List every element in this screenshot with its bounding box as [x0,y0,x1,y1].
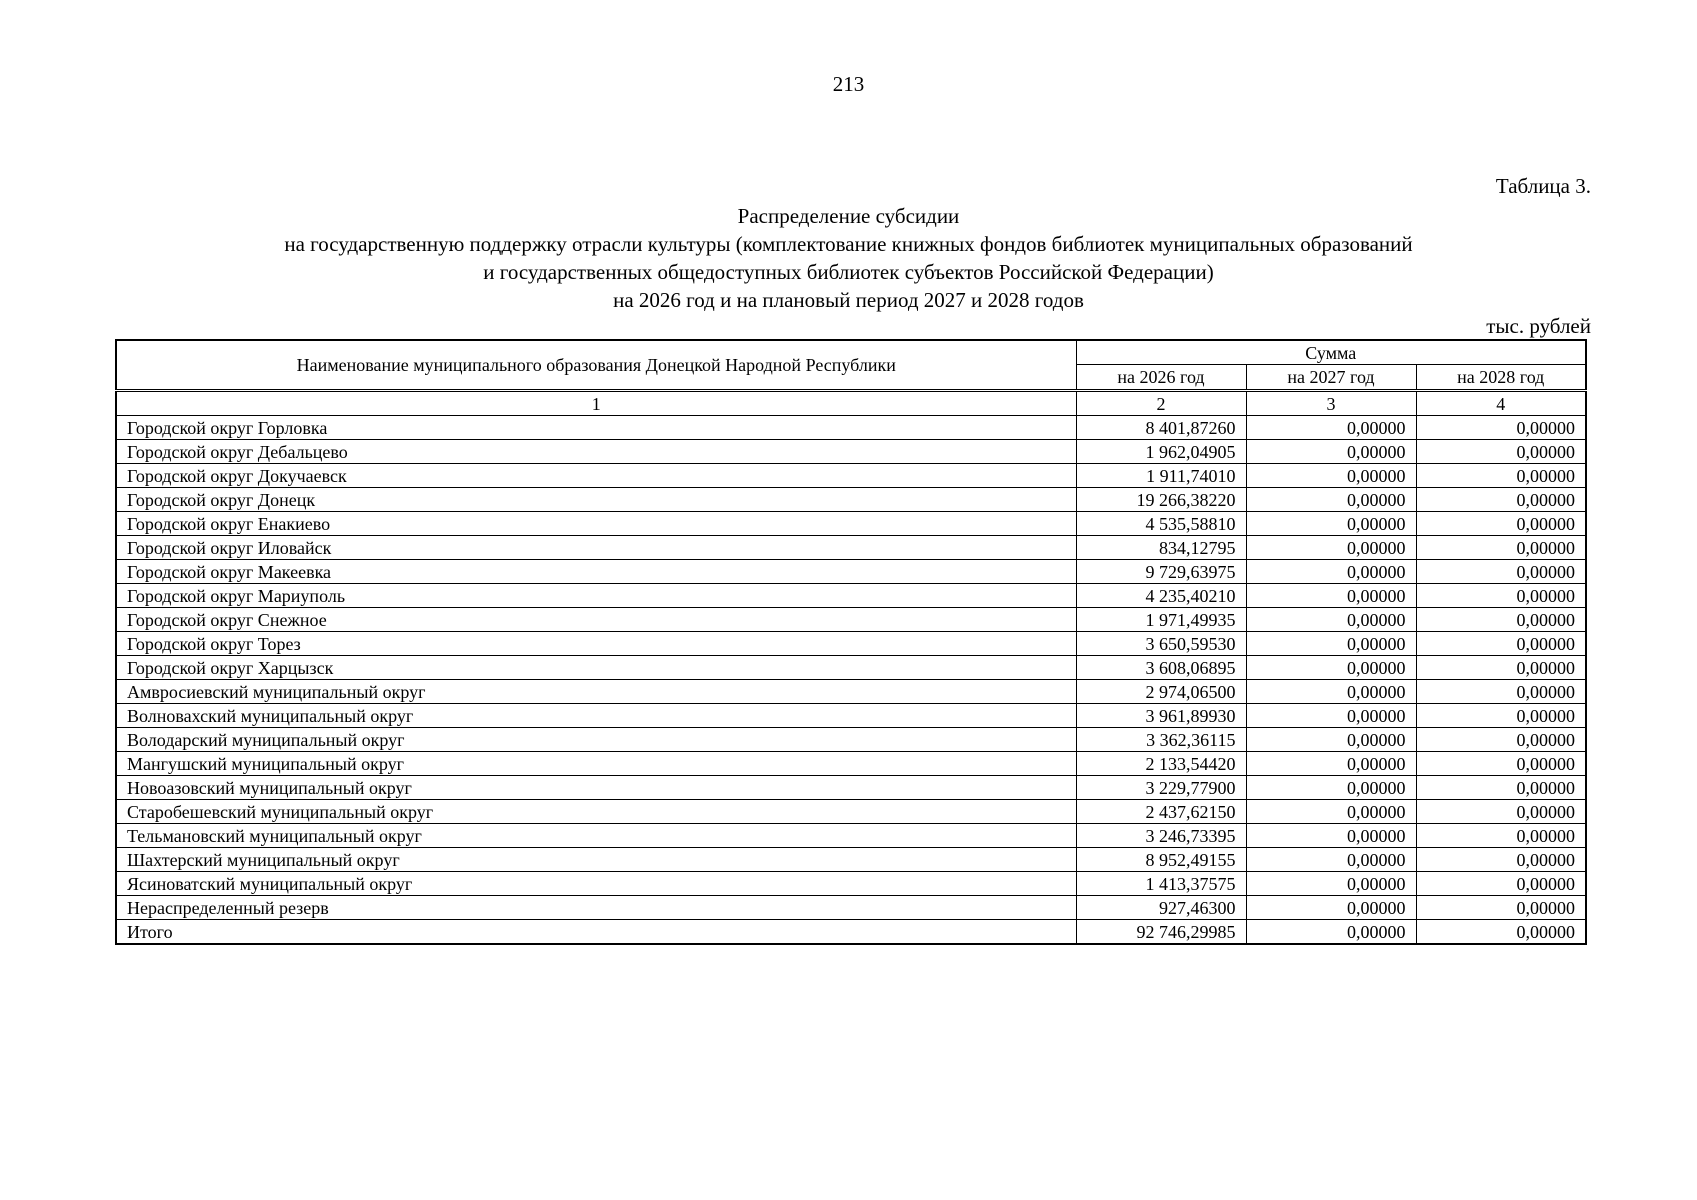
table-label: Таблица 3. [1495,174,1591,198]
index-cell: 1 [116,391,1076,416]
amount-2028-cell: 0,00000 [1416,416,1586,440]
index-row [116,391,1586,416]
amount-2028-cell: 0,00000 [1416,464,1586,488]
amount-2026-cell: 9 729,63975 [1076,560,1246,584]
amount-2027-cell: 0,00000 [1246,728,1416,752]
page-number: 213 [832,72,865,96]
amount-2026-cell: 1 413,37575 [1076,872,1246,896]
amount-2026-cell: 2 974,06500 [1076,680,1246,704]
amount-2026-cell: 834,12795 [1076,536,1246,560]
municipality-name-cell: Старобешевский муниципальный округ [116,800,1076,824]
amount-2028-cell: 0,00000 [1416,512,1586,536]
amount-2028-cell: 0,00000 [1416,824,1586,848]
amount-2026-cell: 19 266,38220 [1076,488,1246,512]
title-line: Распределение субсидии [737,204,960,228]
amount-2026-cell: 4 235,40210 [1076,584,1246,608]
amount-2028-cell: 0,00000 [1416,848,1586,872]
amount-2028-cell: 0,00000 [1416,920,1586,945]
header-sum-group: Сумма [1076,340,1586,365]
table-row [116,728,1586,752]
amount-2028-cell: 0,00000 [1416,656,1586,680]
amount-2026-cell: 4 535,58810 [1076,512,1246,536]
municipality-name-cell: Волновахский муниципальный округ [116,704,1076,728]
municipality-name-cell: Городской округ Мариуполь [116,584,1076,608]
header-year-2028: на 2028 год [1416,365,1586,391]
table-row [116,608,1586,632]
amount-2028-cell: 0,00000 [1416,872,1586,896]
amount-2027-cell: 0,00000 [1246,800,1416,824]
municipality-name-cell: Городской округ Снежное [116,608,1076,632]
municipality-name-cell: Амвросиевский муниципальный округ [116,680,1076,704]
amount-2026-cell: 8 401,87260 [1076,416,1246,440]
table-row [116,584,1586,608]
table-row [116,560,1586,584]
amount-2026-cell: 3 608,06895 [1076,656,1246,680]
units-label: тыс. рублей [1486,314,1591,338]
amount-2027-cell: 0,00000 [1246,632,1416,656]
subsidy-table [115,339,1587,945]
amount-2027-cell: 0,00000 [1246,848,1416,872]
amount-2026-cell: 1 962,04905 [1076,440,1246,464]
amount-2027-cell: 0,00000 [1246,464,1416,488]
amount-2028-cell: 0,00000 [1416,728,1586,752]
amount-2027-cell: 0,00000 [1246,656,1416,680]
amount-2027-cell: 0,00000 [1246,752,1416,776]
municipality-name-cell: Володарский муниципальный округ [116,728,1076,752]
amount-2028-cell: 0,00000 [1416,584,1586,608]
amount-2028-cell: 0,00000 [1416,800,1586,824]
amount-2027-cell: 0,00000 [1246,920,1416,945]
amount-2026-cell: 3 229,77900 [1076,776,1246,800]
table-row [116,704,1586,728]
amount-2027-cell: 0,00000 [1246,512,1416,536]
amount-2028-cell: 0,00000 [1416,560,1586,584]
amount-2026-cell: 3 362,36115 [1076,728,1246,752]
title-line: на государственную поддержку отрасли культуры (комплектование книжных фондов библиотек муниципальных образований [284,232,1413,256]
header-year-2026: на 2026 год [1076,365,1246,391]
table-title [0,202,1697,314]
table-row [116,464,1586,488]
amount-2027-cell: 0,00000 [1246,608,1416,632]
table-row [116,896,1586,920]
table-row [116,656,1586,680]
municipality-name-cell: Городской округ Горловка [116,416,1076,440]
index-cell: 2 [1076,391,1246,416]
table-row [116,872,1586,896]
table-row [116,800,1586,824]
municipality-name-cell: Ясиноватский муниципальный округ [116,872,1076,896]
header-year-2027: на 2027 год [1246,365,1416,391]
amount-2026-cell: 1 971,49935 [1076,608,1246,632]
title-line: на 2026 год и на плановый период 2027 и 2028 годов [613,288,1084,312]
table-row [116,824,1586,848]
municipality-name-cell: Нераспределенный резерв [116,896,1076,920]
amount-2026-cell: 3 961,89930 [1076,704,1246,728]
amount-2028-cell: 0,00000 [1416,632,1586,656]
amount-2026-cell: 8 952,49155 [1076,848,1246,872]
amount-2028-cell: 0,00000 [1416,680,1586,704]
amount-2027-cell: 0,00000 [1246,536,1416,560]
amount-2027-cell: 0,00000 [1246,680,1416,704]
table-row [116,632,1586,656]
amount-2027-cell: 0,00000 [1246,416,1416,440]
municipality-name-cell: Городской округ Дебальцево [116,440,1076,464]
title-line: и государственных общедоступных библиотек субъектов Российской Федерации) [483,260,1214,284]
amount-2028-cell: 0,00000 [1416,536,1586,560]
index-cell: 3 [1246,391,1416,416]
amount-2026-cell: 1 911,74010 [1076,464,1246,488]
table-row [116,536,1586,560]
municipality-name-cell: Городской округ Енакиево [116,512,1076,536]
amount-2027-cell: 0,00000 [1246,704,1416,728]
amount-2027-cell: 0,00000 [1246,896,1416,920]
amount-2027-cell: 0,00000 [1246,560,1416,584]
municipality-name-cell: Итого [116,920,1076,945]
header-name-column: Наименование муниципального образования Донецкой Народной Республики [116,340,1076,391]
amount-2028-cell: 0,00000 [1416,896,1586,920]
amount-2027-cell: 0,00000 [1246,776,1416,800]
amount-2027-cell: 0,00000 [1246,824,1416,848]
table-row [116,752,1586,776]
amount-2026-cell: 92 746,29985 [1076,920,1246,945]
amount-2028-cell: 0,00000 [1416,608,1586,632]
municipality-name-cell: Тельмановский муниципальный округ [116,824,1076,848]
municipality-name-cell: Городской округ Харцызск [116,656,1076,680]
amount-2027-cell: 0,00000 [1246,872,1416,896]
table-row [116,416,1586,440]
amount-2027-cell: 0,00000 [1246,488,1416,512]
municipality-name-cell: Новоазовский муниципальный округ [116,776,1076,800]
amount-2026-cell: 2 133,54420 [1076,752,1246,776]
municipality-name-cell: Городской округ Макеевка [116,560,1076,584]
amount-2026-cell: 2 437,62150 [1076,800,1246,824]
amount-2028-cell: 0,00000 [1416,488,1586,512]
amount-2027-cell: 0,00000 [1246,584,1416,608]
amount-2028-cell: 0,00000 [1416,704,1586,728]
municipality-name-cell: Мангушский муниципальный округ [116,752,1076,776]
municipality-name-cell: Городской округ Иловайск [116,536,1076,560]
table-row [116,488,1586,512]
table-row [116,512,1586,536]
amount-2028-cell: 0,00000 [1416,776,1586,800]
amount-2028-cell: 0,00000 [1416,752,1586,776]
amount-2026-cell: 3 650,59530 [1076,632,1246,656]
table-row [116,680,1586,704]
amount-2026-cell: 927,46300 [1076,896,1246,920]
table-row [116,920,1586,945]
amount-2027-cell: 0,00000 [1246,440,1416,464]
municipality-name-cell: Городской округ Торез [116,632,1076,656]
municipality-name-cell: Городской округ Докучаевск [116,464,1076,488]
index-cell: 4 [1416,391,1586,416]
municipality-name-cell: Шахтерский муниципальный округ [116,848,1076,872]
amount-2028-cell: 0,00000 [1416,440,1586,464]
table-row [116,776,1586,800]
table-row [116,848,1586,872]
amount-2026-cell: 3 246,73395 [1076,824,1246,848]
table-row [116,440,1586,464]
municipality-name-cell: Городской округ Донецк [116,488,1076,512]
